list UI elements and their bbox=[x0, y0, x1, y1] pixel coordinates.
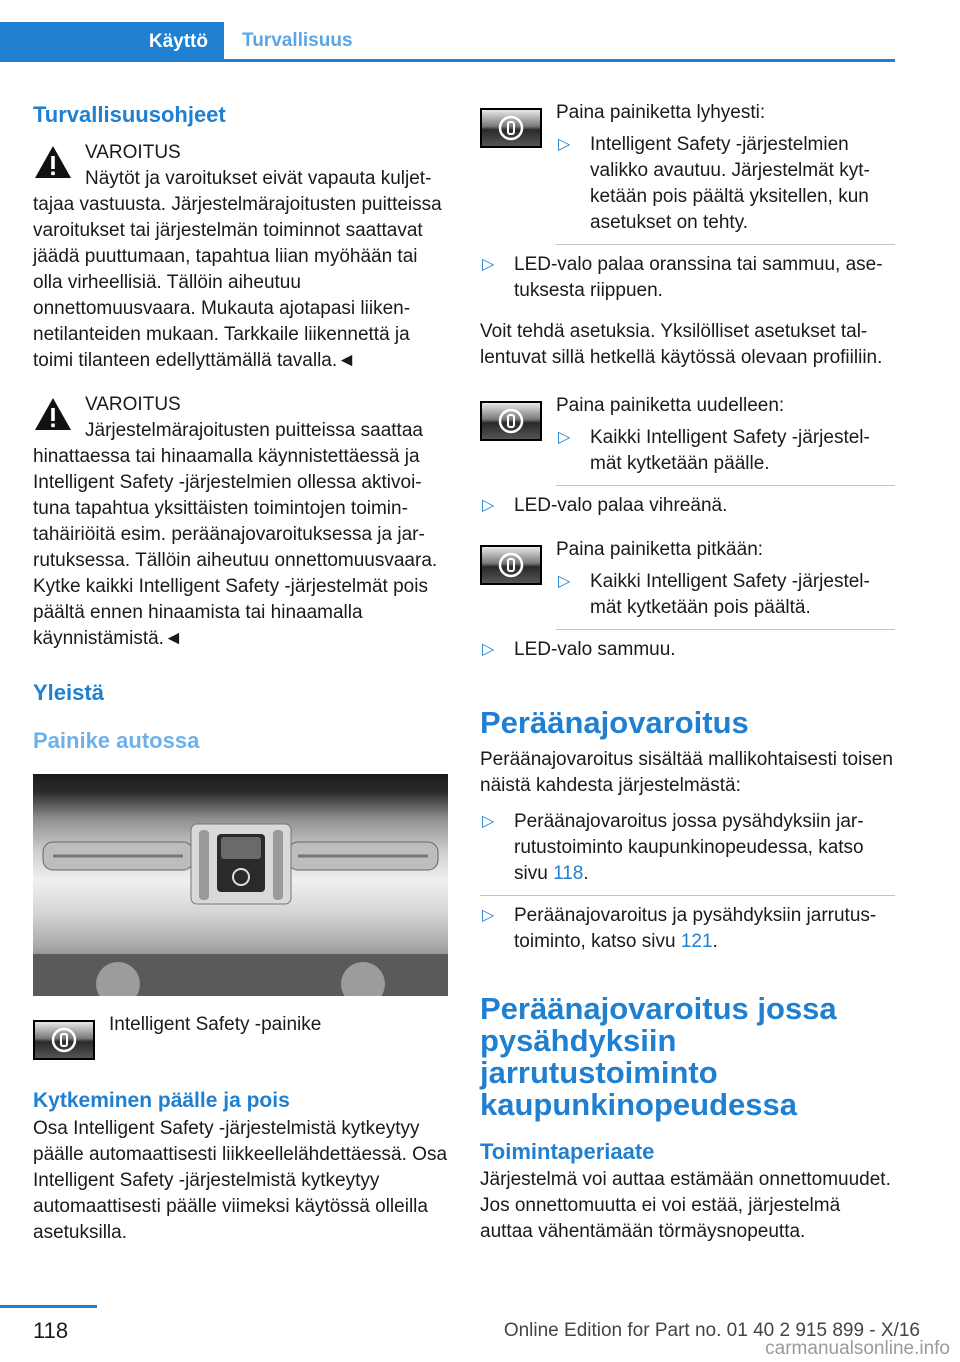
switch-text: Osa Intelligent Safety -järjestelmistä kytkeytyy päälle automaattisesti liikkeellelähdettäessä. Osa Intelligent Safety -järjestelmistä kytkeytyy automaattisesti päälle viimeksi käytössä olleilla asetuksilla. bbox=[33, 1118, 448, 1243]
list-item: ▷ Intelligent Safety -järjestelmien valikko avautuu. Järjestelmät kytketään pois päältä yksitellen, kun asetukset on tehty. bbox=[556, 132, 895, 245]
fcw-intro: Peräänajovaroitus sisältää mallikohtaisesti toisen näistä kahdesta järjestelmästä: bbox=[480, 749, 893, 796]
warning-triangle-icon bbox=[33, 144, 73, 180]
press-short-led-list bbox=[480, 252, 895, 312]
press-short-row bbox=[480, 100, 895, 252]
watermark: carmanualsonline.info bbox=[765, 1338, 950, 1359]
city-braking-title: Peräänajovaroitus jossa pysähdyksiin jarrutustoiminto kaupunkinopeudessa bbox=[480, 991, 837, 1122]
warning-2-first-line: Järjestelmärajoitusten puitteissa saattaa bbox=[85, 420, 423, 441]
press-short-text: Paina painiketta lyhyesti: bbox=[556, 102, 766, 123]
arrow-icon: ▷ bbox=[482, 907, 495, 924]
arrow-icon: ▷ bbox=[558, 573, 571, 590]
press-again-list bbox=[556, 425, 895, 486]
edition-text: Online Edition for Part no. 01 40 2 915 899 - X/16 bbox=[503, 1320, 920, 1341]
press-long-row bbox=[480, 537, 895, 637]
list-item: ▷ Peräänajovaroitus jossa pysähdyksiin jarrutustoiminto kaupunkinopeudessa, katso sivu 118. bbox=[480, 809, 895, 896]
list-item: ▷ LED-valo sammuu. bbox=[480, 637, 895, 671]
intelligent-safety-button-icon bbox=[33, 1020, 95, 1060]
forward-collision-warning-title: Peräänajovaroitus bbox=[480, 705, 749, 740]
warning-2 bbox=[33, 392, 448, 652]
warning-label: VAROITUS bbox=[85, 142, 181, 163]
dashboard-button-photo bbox=[33, 774, 448, 996]
list-item: ▷ Kaikki Intelligent Safety -järjestelmät kytketään pois päältä. bbox=[556, 569, 895, 630]
press-short-list bbox=[556, 132, 895, 245]
press-long-led-list bbox=[480, 637, 895, 671]
press-again-led-list bbox=[480, 493, 895, 527]
arrow-icon: ▷ bbox=[482, 497, 495, 514]
list-item: ▷ Peräänajovaroitus ja pysähdyksiin jarrutustoiminto, katso sivu 121. bbox=[482, 905, 877, 952]
list-item: ▷ Kaikki Intelligent Safety -järjestelmät kytketään päälle. bbox=[556, 425, 895, 486]
intelligent-safety-button-icon bbox=[480, 108, 542, 148]
left-column bbox=[33, 100, 448, 1246]
press-long-list bbox=[556, 569, 895, 630]
button-caption: Intelligent Safety -painike bbox=[109, 1014, 322, 1035]
principle-title: Toimintaperiaate bbox=[480, 1139, 655, 1164]
right-column bbox=[480, 100, 895, 1245]
tab-kaytto[interactable]: Käyttö bbox=[0, 22, 224, 62]
button-caption-row bbox=[33, 1012, 448, 1060]
list-item: ▷ LED-valo palaa vihreänä. bbox=[480, 493, 895, 527]
warning-2-text: hinattaessa tai hinaamalla käynnistettäessä ja Intelligent Safety -järjestelmien ollessa aktivoituna tapahtua yksittäisten toimintojen toimintahäiriöitä esim. peräänajovaroituksessa ja jarrutuksessa. Tällöin aiheutuu onnettomuusvaara. Kytke kaikki Intelligent Safety -järjestelmät pois päältä ennen hinaamista tai hinaamalla käynnistämistä.◄ bbox=[33, 446, 438, 649]
header-tabs bbox=[0, 0, 895, 62]
arrow-icon: ▷ bbox=[558, 429, 571, 446]
list-item: ▷ LED-valo palaa oranssina tai sammuu, asetuksesta riippuen. bbox=[482, 254, 883, 301]
arrow-icon: ▷ bbox=[482, 813, 495, 830]
press-long-text: Paina painiketta pitkään: bbox=[556, 539, 764, 560]
settings-text: Voit tehdä asetuksia. Yksilölliset asetukset tallentuvat sillä hetkellä käytössä olevaan profiiliin. bbox=[480, 321, 883, 368]
general-title: Yleistä bbox=[33, 680, 104, 705]
button-in-car-title: Painike autossa bbox=[33, 728, 200, 753]
warning-1 bbox=[33, 140, 448, 374]
tab-turvallisuus[interactable]: Turvallisuus bbox=[224, 22, 895, 62]
warning-1-first-line: Näytöt ja varoitukset eivät vapauta kuljet- bbox=[85, 168, 432, 189]
press-again-row bbox=[480, 393, 895, 493]
page-link-118[interactable]: 118 bbox=[553, 863, 584, 884]
warning-triangle-icon bbox=[33, 396, 73, 432]
warning-label: VAROITUS bbox=[85, 394, 181, 415]
safety-instructions-title: Turvallisuusohjeet bbox=[33, 102, 226, 127]
footer-line bbox=[0, 1305, 97, 1308]
principle-text: Järjestelmä voi auttaa estämään onnettomuudet. Jos onnettomuutta ei voi estää, järjestelmä auttaa vähentämään törmäysnopeutta. bbox=[480, 1169, 891, 1242]
fcw-list bbox=[480, 809, 895, 963]
arrow-icon: ▷ bbox=[482, 641, 495, 658]
arrow-icon: ▷ bbox=[482, 256, 495, 273]
intelligent-safety-button-icon bbox=[480, 401, 542, 441]
press-again-text: Paina painiketta uudelleen: bbox=[556, 395, 785, 416]
page-link-121[interactable]: 121 bbox=[680, 931, 713, 952]
page-number: 118 bbox=[33, 1318, 69, 1343]
arrow-icon: ▷ bbox=[558, 136, 571, 153]
warning-1-text: tajaa vastuusta. Järjestelmärajoitusten puitteissa varoitukset tai järjestelmän toiminnot saattavat jäädä puuttumaan, tapahtua liian myöhään tai olla virheellisiä. Tällöin aiheutuu onnettomuusvaara. Mukauta ajotapasi liikennetilanteiden mukaan. Tarkkaile liikennettä ja toimi tilanteen edellyttämällä tavalla.◄ bbox=[33, 194, 442, 371]
intelligent-safety-button-icon bbox=[480, 545, 542, 585]
dashboard-illustration bbox=[33, 774, 448, 996]
switch-on-off-title: Kytkeminen päälle ja pois bbox=[33, 1089, 290, 1112]
